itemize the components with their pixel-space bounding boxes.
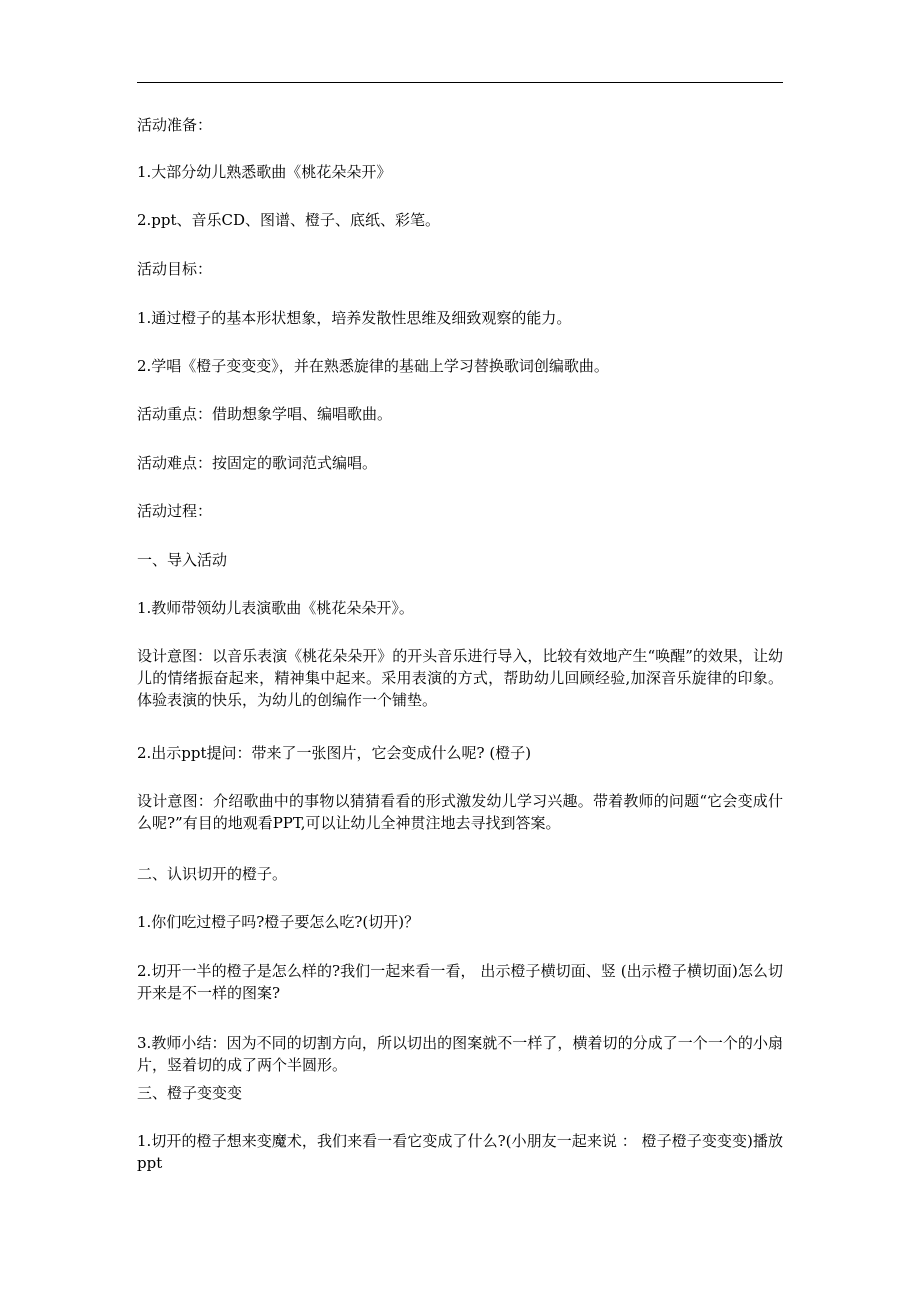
paragraph: 2.学唱《橙子变变变》，并在熟悉旋律的基础上学习替换歌词创编歌曲。 (137, 357, 609, 375)
paragraph: 1.你们吃过橙子吗?橙子要怎么吃?(切开)？ (137, 913, 420, 931)
paragraph: 2.出示ppt提问：带来了一张图片，它会变成什么呢? (橙子) (137, 744, 532, 762)
paragraph: 2.ppt、音乐CD、图谱、橙子、底纸、彩笔。 (137, 211, 441, 229)
section-heading-goals: 活动目标： (137, 260, 213, 278)
paragraph-summary: 3.教师小结：因为不同的切割方向，所以切出的图案就不一样了，横着切的分成了一个一个的小扇片，竖着切的成了两个半圆形。 (137, 1034, 783, 1074)
paragraph: 1.大部分幼儿熟悉歌曲《桃花朵朵开》 (137, 163, 392, 181)
paragraph: 2.切开一半的橙子是怎么样的?我们一起来看一看， 出示橙子横切面、竖 (出示橙子横切面)怎么切开来是不一样的图案? (137, 962, 783, 1002)
paragraph-design-intent: 设计意图：介绍歌曲中的事物以猜猜看看的形式激发幼儿学习兴趣。带着教师的问题“它会变成什么呢?”有目的地观看PPT,可以让幼儿全神贯注地去寻找到答案。 (137, 792, 783, 832)
subsection-heading: 二、认识切开的橙子。 (137, 865, 288, 883)
section-heading-preparation: 活动准备： (137, 116, 213, 134)
paragraph-design-intent: 设计意图：以音乐表演《桃花朵朵开》的开头音乐进行导入，比较有效地产生“唤醒”的效果，让幼儿的情绪振奋起来，精神集中起来。采用表演的方式，帮助幼儿回顾经验,加深音乐旋律的印象。体验表演的快乐，为幼儿的创编作一个铺垫。 (137, 647, 783, 709)
paragraph: 1.切开的橙子想来变魔术，我们来看一看它变成了什么?(小朋友一起来说 ： 橙子橙子变变变)播放ppt (137, 1132, 783, 1172)
subsection-heading: 三、橙子变变变 (137, 1084, 243, 1102)
header-rule (137, 82, 783, 83)
paragraph: 1.教师带领幼儿表演歌曲《桃花朵朵开》。 (137, 599, 414, 617)
paragraph: 1.通过橙子的基本形状想象，培养发散性思维及细致观察的能力。 (137, 309, 572, 327)
section-heading-process: 活动过程： (137, 502, 213, 520)
paragraph-key-point: 活动重点：借助想象学唱、编唱歌曲。 (137, 405, 393, 423)
subsection-heading: 一、导入活动 (137, 551, 228, 569)
paragraph-difficulty: 活动难点：按固定的歌词范式编唱。 (137, 454, 378, 472)
